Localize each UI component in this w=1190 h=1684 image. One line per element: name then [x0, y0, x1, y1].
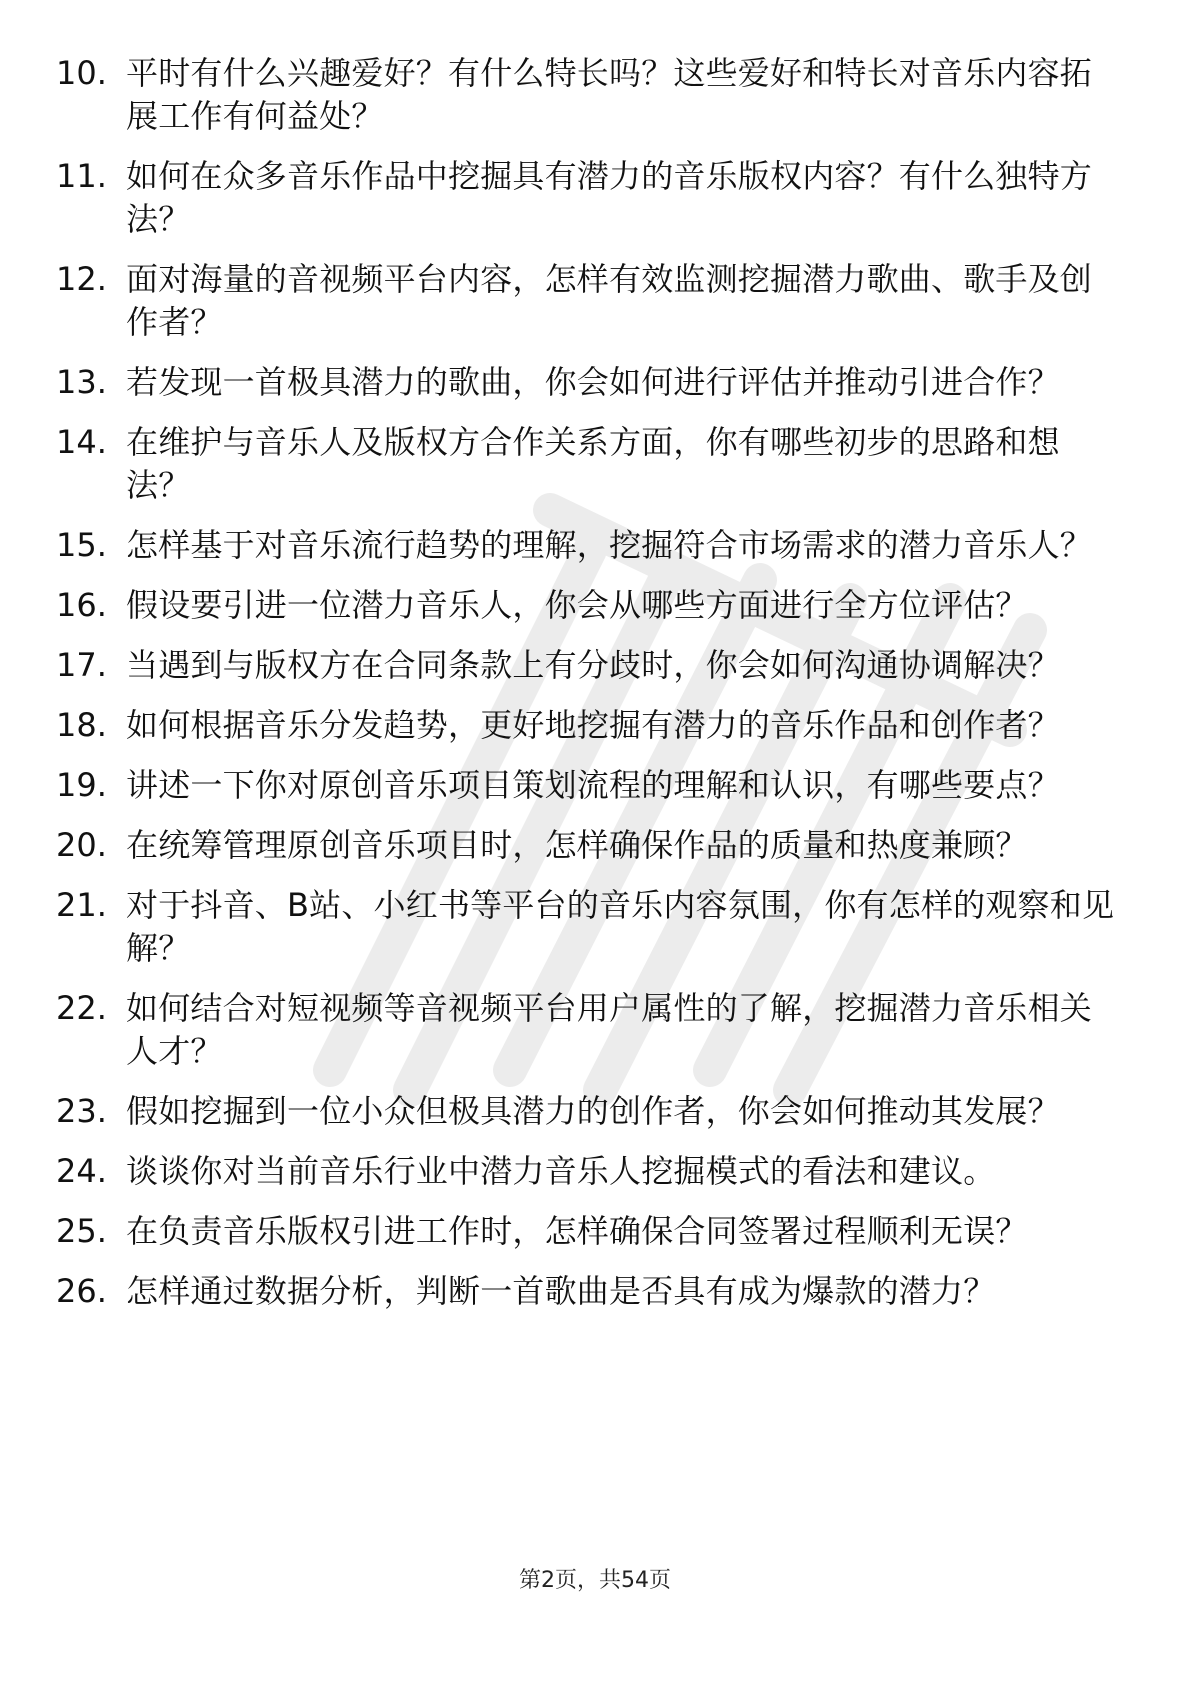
- question-text: 在维护与音乐人及版权方合作关系方面，你有哪些初步的思路和想法？: [126, 423, 1060, 504]
- list-item: [56, 155, 1116, 241]
- question-text: 假如挖掘到一位小众但极具潜力的创作者，你会如何推动其发展？: [126, 1092, 1060, 1130]
- list-item: [56, 1210, 1116, 1253]
- list-item: [56, 524, 1116, 567]
- question-number: 15.: [56, 526, 107, 564]
- list-item: [56, 1090, 1116, 1133]
- question-text: 如何在众多音乐作品中挖掘具有潜力的音乐版权内容？有什么独特方法？: [126, 157, 1093, 238]
- list-item: [56, 52, 1116, 138]
- question-text: 如何根据音乐分发趋势，更好地挖掘有潜力的音乐作品和创作者？: [126, 706, 1060, 744]
- question-text: 在统筹管理原创音乐项目时，怎样确保作品的质量和热度兼顾？: [126, 826, 1028, 864]
- question-number: 23.: [56, 1092, 107, 1130]
- question-text: 当遇到与版权方在合同条款上有分歧时，你会如何沟通协调解决？: [126, 646, 1060, 684]
- page-footer: 第2页，共54页: [519, 1568, 671, 1593]
- question-text: 平时有什么兴趣爱好？有什么特长吗？这些爱好和特长对音乐内容拓展工作有何益处？: [126, 54, 1093, 135]
- question-number: 24.: [56, 1152, 107, 1190]
- question-text: 对于抖音、B站、小红书等平台的音乐内容氛围，你有怎样的观察和见解？: [126, 886, 1115, 967]
- question-text: 如何结合对短视频等音视频平台用户属性的了解，挖掘潜力音乐相关人才？: [126, 989, 1093, 1070]
- list-item: [56, 258, 1116, 344]
- question-number: 21.: [56, 886, 107, 924]
- list-item: [56, 704, 1116, 747]
- list-item: [56, 1150, 1116, 1193]
- list-item: [56, 824, 1116, 867]
- question-text: 面对海量的音视频平台内容，怎样有效监测挖掘潜力歌曲、歌手及创作者？: [126, 260, 1093, 341]
- question-number: 11.: [56, 157, 107, 195]
- list-item: [56, 764, 1116, 807]
- question-number: 25.: [56, 1212, 107, 1250]
- question-text: 讲述一下你对原创音乐项目策划流程的理解和认识，有哪些要点？: [126, 766, 1060, 804]
- question-number: 16.: [56, 586, 107, 624]
- question-number: 18.: [56, 706, 107, 744]
- question-number: 14.: [56, 423, 107, 461]
- question-text: 怎样基于对音乐流行趋势的理解，挖掘符合市场需求的潜力音乐人？: [126, 526, 1093, 564]
- question-number: 20.: [56, 826, 107, 864]
- question-number: 13.: [56, 363, 107, 401]
- list-item: [56, 1270, 1116, 1313]
- question-text: 谈谈你对当前音乐行业中潜力音乐人挖掘模式的看法和建议。: [126, 1152, 996, 1190]
- list-item: [56, 884, 1116, 970]
- question-text: 怎样通过数据分析，判断一首歌曲是否具有成为爆款的潜力？: [126, 1272, 996, 1310]
- list-item: [56, 584, 1116, 627]
- question-number: 22.: [56, 989, 107, 1027]
- question-number: 12.: [56, 260, 107, 298]
- question-list: [56, 52, 1116, 1330]
- question-number: 19.: [56, 766, 107, 804]
- list-item: [56, 987, 1116, 1073]
- list-item: [56, 421, 1116, 507]
- question-text: 假设要引进一位潜力音乐人，你会从哪些方面进行全方位评估？: [126, 586, 1028, 624]
- question-number: 10.: [56, 54, 107, 92]
- question-number: 17.: [56, 646, 107, 684]
- list-item: [56, 361, 1116, 404]
- question-text: 若发现一首极具潜力的歌曲，你会如何进行评估并推动引进合作？: [126, 363, 1060, 401]
- list-item: [56, 644, 1116, 687]
- question-text: 在负责音乐版权引进工作时，怎样确保合同签署过程顺利无误？: [126, 1212, 1028, 1250]
- question-number: 26.: [56, 1272, 107, 1310]
